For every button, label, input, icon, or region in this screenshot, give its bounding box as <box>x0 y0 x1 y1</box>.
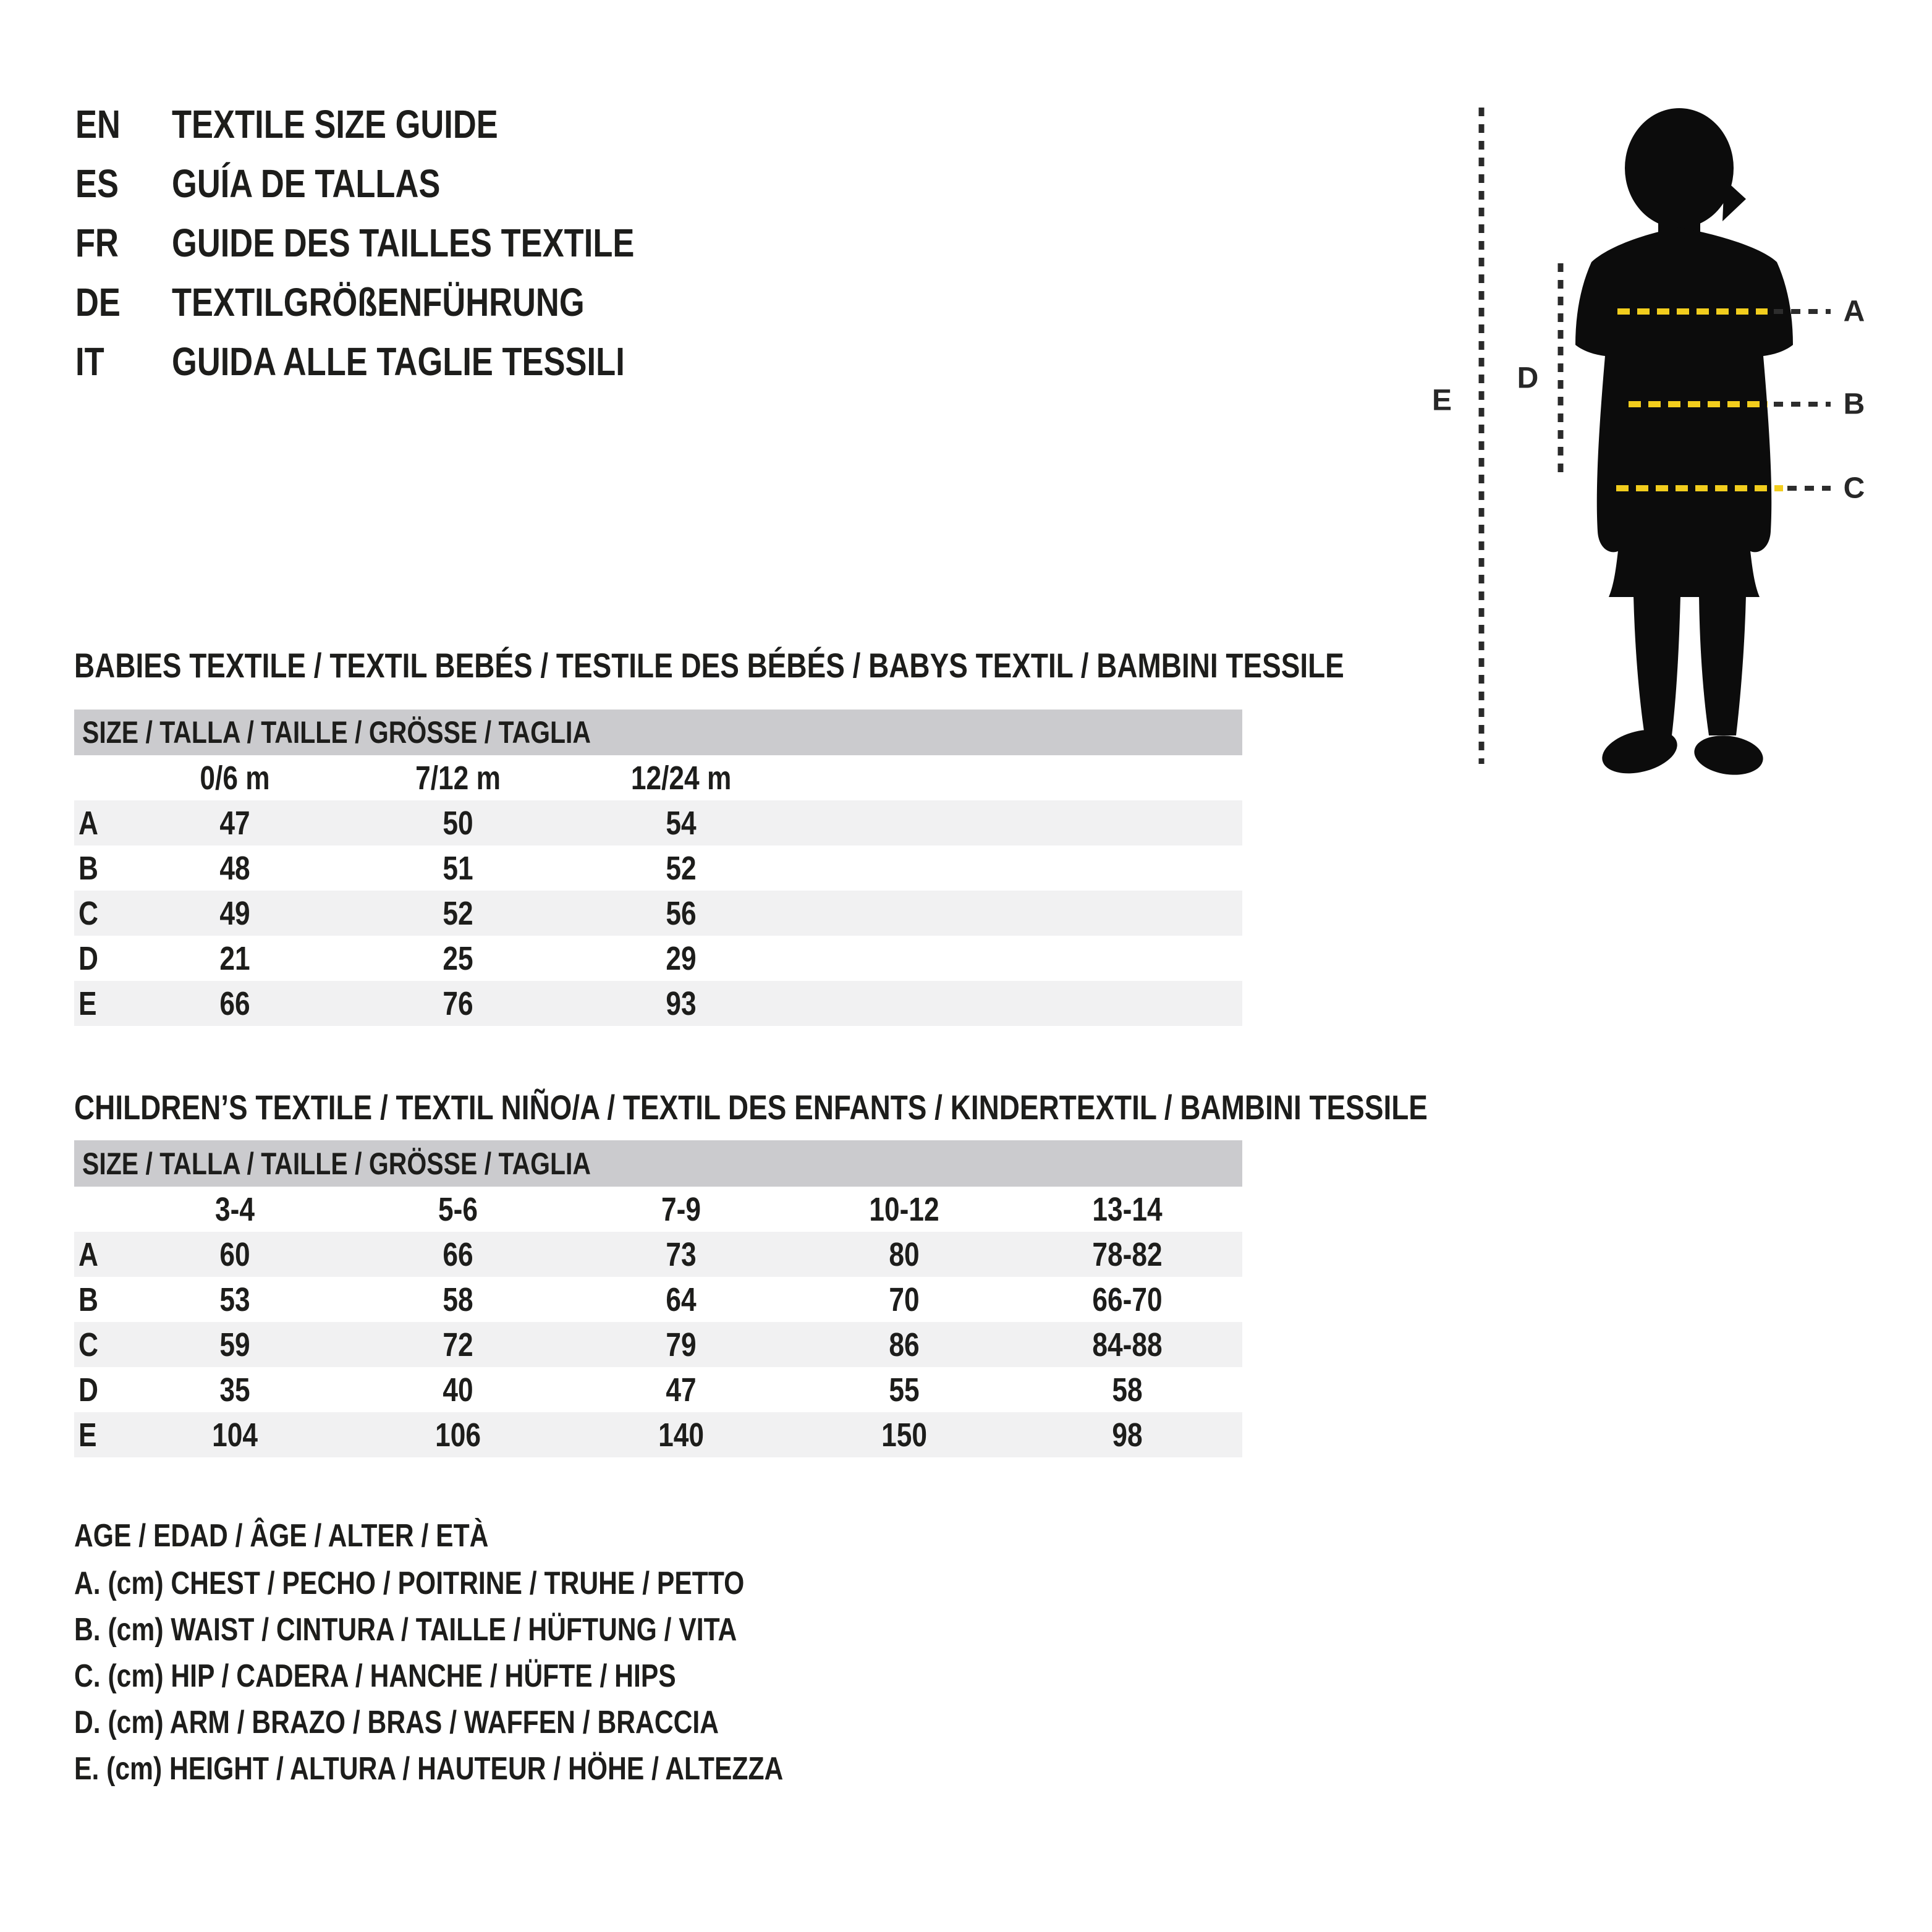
size-value: 47 <box>219 804 251 842</box>
size-value: 76 <box>443 985 474 1022</box>
babies-size-table <box>74 710 1242 1026</box>
row-label: E <box>78 1416 97 1454</box>
language-row <box>75 279 1126 325</box>
size-value: 84-88 <box>1092 1326 1163 1363</box>
size-value: 73 <box>666 1235 697 1273</box>
measure-label-d: D <box>1517 362 1539 395</box>
column-header-row <box>74 1187 1242 1232</box>
row-label: C <box>78 1326 98 1363</box>
size-value: 64 <box>666 1281 697 1318</box>
measurement-diagram <box>1421 87 1932 791</box>
size-value: 66 <box>219 985 251 1022</box>
size-value: 54 <box>666 804 697 842</box>
size-header-bar: SIZE / TALLA / TAILLE / GRÖSSE / TAGLIA <box>74 1140 1242 1187</box>
size-value: 50 <box>443 804 474 842</box>
size-value: 79 <box>666 1326 697 1363</box>
size-value: 58 <box>1112 1371 1143 1409</box>
row-label: E <box>78 985 97 1022</box>
size-value: 98 <box>1112 1416 1143 1454</box>
language-code: DE <box>75 280 121 324</box>
size-value: 59 <box>219 1326 251 1363</box>
size-value: 48 <box>219 849 251 887</box>
children-size-table <box>74 1140 1242 1457</box>
table-row <box>74 1277 1242 1322</box>
legend-line-chest: A. (cm) CHEST / PECHO / POITRINE / TRUHE / PETTO <box>74 1566 745 1601</box>
table-row <box>74 1322 1242 1367</box>
row-label: B <box>78 1281 98 1318</box>
language-row <box>75 339 1126 384</box>
column-header: 7/12 m <box>415 759 501 797</box>
row-label: D <box>78 1371 98 1409</box>
size-value: 78-82 <box>1092 1235 1163 1273</box>
size-value: 53 <box>219 1281 251 1318</box>
row-label: B <box>78 849 98 887</box>
legend-line-age: AGE / EDAD / ÂGE / ALTER / ETÀ <box>74 1518 489 1554</box>
column-header: 12/24 m <box>631 759 732 797</box>
guide-title: TEXTILGRÖßENFÜHRUNG <box>172 280 585 324</box>
size-value: 60 <box>219 1235 251 1273</box>
measure-label-b: B <box>1843 388 1865 421</box>
size-value: 72 <box>443 1326 474 1363</box>
legend-line-arm: D. (cm) ARM / BRAZO / BRAS / WAFFEN / BRACCIA <box>74 1705 719 1740</box>
babies-section-title: BABIES TEXTILE / TEXTIL BEBÉS / TESTILE DES BÉBÉS / BABYS TEXTIL / BAMBINI TESSILE <box>74 645 1344 685</box>
size-value: 40 <box>443 1371 474 1409</box>
table-row <box>74 936 1242 981</box>
language-row <box>75 101 1126 147</box>
language-code: IT <box>75 339 104 384</box>
table-row <box>74 981 1242 1026</box>
column-header: 5-6 <box>438 1190 478 1228</box>
guide-title: GUIDE DES TAILLES TEXTILE <box>172 221 635 265</box>
language-code: ES <box>75 161 119 206</box>
language-code: EN <box>75 102 121 146</box>
size-value: 25 <box>443 939 474 977</box>
size-value: 86 <box>889 1326 920 1363</box>
language-row <box>75 220 1126 266</box>
measure-label-c: C <box>1843 472 1865 505</box>
size-value: 47 <box>666 1371 697 1409</box>
size-value: 52 <box>443 894 474 932</box>
column-header: 0/6 m <box>200 759 271 797</box>
guide-title: GUÍA DE TALLAS <box>172 161 441 206</box>
guide-title: GUIDA ALLE TAGLIE TESSILI <box>172 339 625 384</box>
row-label: A <box>78 804 98 842</box>
column-header: 3-4 <box>215 1190 255 1228</box>
size-value: 66-70 <box>1092 1281 1163 1318</box>
table-row <box>74 1232 1242 1277</box>
legend-line-hip: C. (cm) HIP / CADERA / HANCHE / HÜFTE / HIPS <box>74 1658 676 1694</box>
language-code: FR <box>75 221 119 265</box>
size-value: 106 <box>435 1416 481 1454</box>
size-value: 93 <box>666 985 697 1022</box>
column-header-row <box>74 755 1242 800</box>
table-row <box>74 845 1242 891</box>
row-label: A <box>78 1235 98 1273</box>
size-value: 66 <box>443 1235 474 1273</box>
row-label: C <box>78 894 98 932</box>
size-value: 56 <box>666 894 697 932</box>
size-value: 58 <box>443 1281 474 1318</box>
size-value: 21 <box>219 939 251 977</box>
size-value: 49 <box>219 894 251 932</box>
size-value: 52 <box>666 849 697 887</box>
table-row <box>74 891 1242 936</box>
table-row <box>74 1412 1242 1457</box>
table-row <box>74 1367 1242 1412</box>
legend-line-height: E. (cm) HEIGHT / ALTURA / HAUTEUR / HÖHE / ALTEZZA <box>74 1751 784 1787</box>
size-value: 104 <box>212 1416 258 1454</box>
size-value: 29 <box>666 939 697 977</box>
size-value: 140 <box>658 1416 705 1454</box>
size-header-bar: SIZE / TALLA / TAILLE / GRÖSSE / TAGLIA <box>74 710 1242 755</box>
size-value: 55 <box>889 1371 920 1409</box>
children-section-title: CHILDREN’S TEXTILE / TEXTIL NIÑO/A / TEXTIL DES ENFANTS / KINDERTEXTIL / BAMBINI TESSILE <box>74 1087 1428 1127</box>
size-value: 35 <box>219 1371 251 1409</box>
language-row <box>75 161 1126 206</box>
measure-label-e: E <box>1431 384 1452 417</box>
guide-title: TEXTILE SIZE GUIDE <box>172 102 498 146</box>
legend-line-waist: B. (cm) WAIST / CINTURA / TAILLE / HÜFTUNG / VITA <box>74 1612 737 1648</box>
table-row <box>74 800 1242 845</box>
measure-label-a: A <box>1843 295 1865 328</box>
column-header: 10-12 <box>869 1190 940 1228</box>
size-value: 150 <box>881 1416 928 1454</box>
size-value: 80 <box>889 1235 920 1273</box>
size-value: 70 <box>889 1281 920 1318</box>
column-header: 13-14 <box>1092 1190 1163 1228</box>
row-label: D <box>78 939 98 977</box>
column-header: 7-9 <box>661 1190 701 1228</box>
size-value: 51 <box>443 849 474 887</box>
